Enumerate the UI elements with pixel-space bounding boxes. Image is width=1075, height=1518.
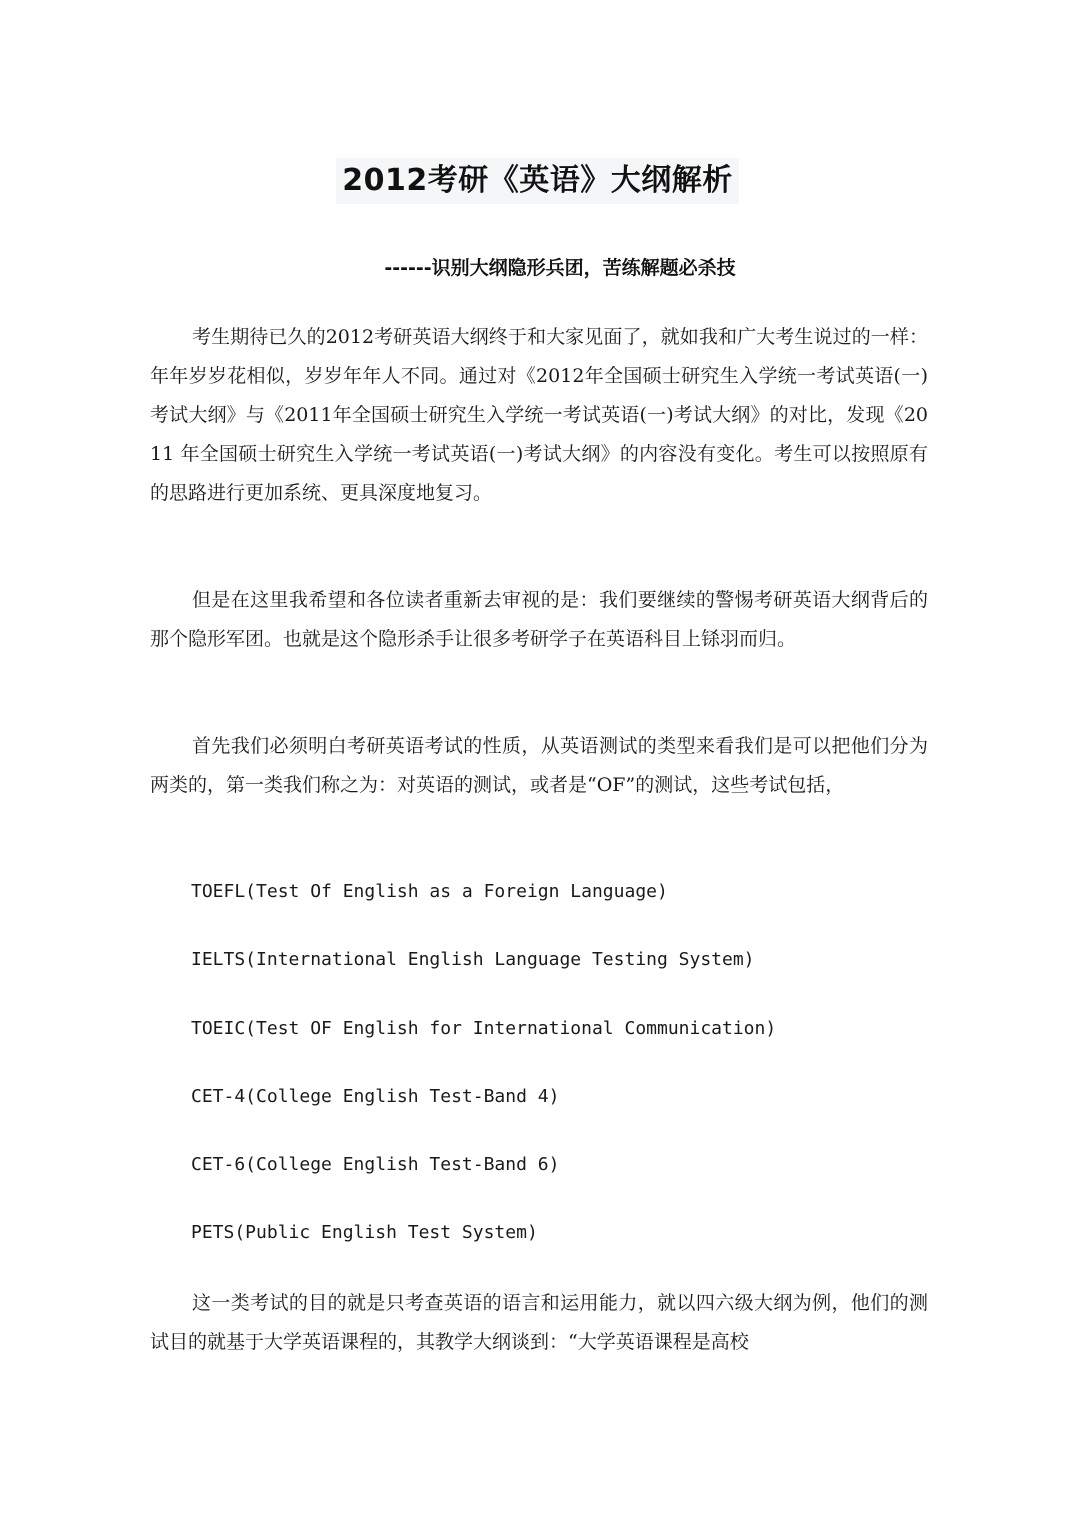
paragraph-warning: 但是在这里我希望和各位读者重新去审视的是：我们要继续的警惕考研英语大纲背后的那个隐形军团。也就是这个隐形杀手让很多考研学子在英语科目上铩羽而归。 [150, 589, 928, 650]
exam-item-cet4: CET-4(College English Test-Band 4) [191, 1086, 560, 1107]
exam-item-toeic: TOEIC(Test OF English for International Communication) [191, 1018, 777, 1039]
paragraph-purpose: 这一类考试的目的就是只考查英语的语言和运用能力，就以四六级大纲为例，他们的测试目的就基于大学英语课程的，其教学大纲谈到：“大学英语课程是高校 [150, 1292, 928, 1353]
exam-item-ielts: IELTS(International English Language Testing System) [191, 949, 755, 970]
title-container [0, 158, 1075, 204]
document-title: 2012考研《英语》大纲解析 [336, 158, 739, 204]
document-subtitle: ------识别大纲隐形兵团，苦练解题必杀技 [384, 257, 736, 279]
paragraph-exam-types: 首先我们必须明白考研英语考试的性质，从英语测试的类型来看我们是可以把他们分为两类的，第一类我们称之为：对英语的测试，或者是“OF”的测试，这些考试包括， [150, 735, 928, 796]
exam-item-pets: PETS(Public English Test System) [191, 1222, 538, 1243]
paragraph-intro: 考生期待已久的2012考研英语大纲终于和大家见面了，就如我和广大考生说过的一样：年年岁岁花相似，岁岁年年人不同。通过对《2012年全国硕士研究生入学统一考试英语(一)考试大纲》与《2011年全国硕士研究生入学统一考试英语(一)考试大纲》的对比，发现《2011 年全国硕士研究生入学统一考试英语(一)考试大纲》的内容没有变化。考生可以按照原有的思路进行更加系统、更具深度地复习。 [150, 326, 928, 504]
exam-item-toefl: TOEFL(Test Of English as a Foreign Language) [191, 881, 668, 902]
exam-item-cet6: CET-6(College English Test-Band 6) [191, 1154, 560, 1175]
